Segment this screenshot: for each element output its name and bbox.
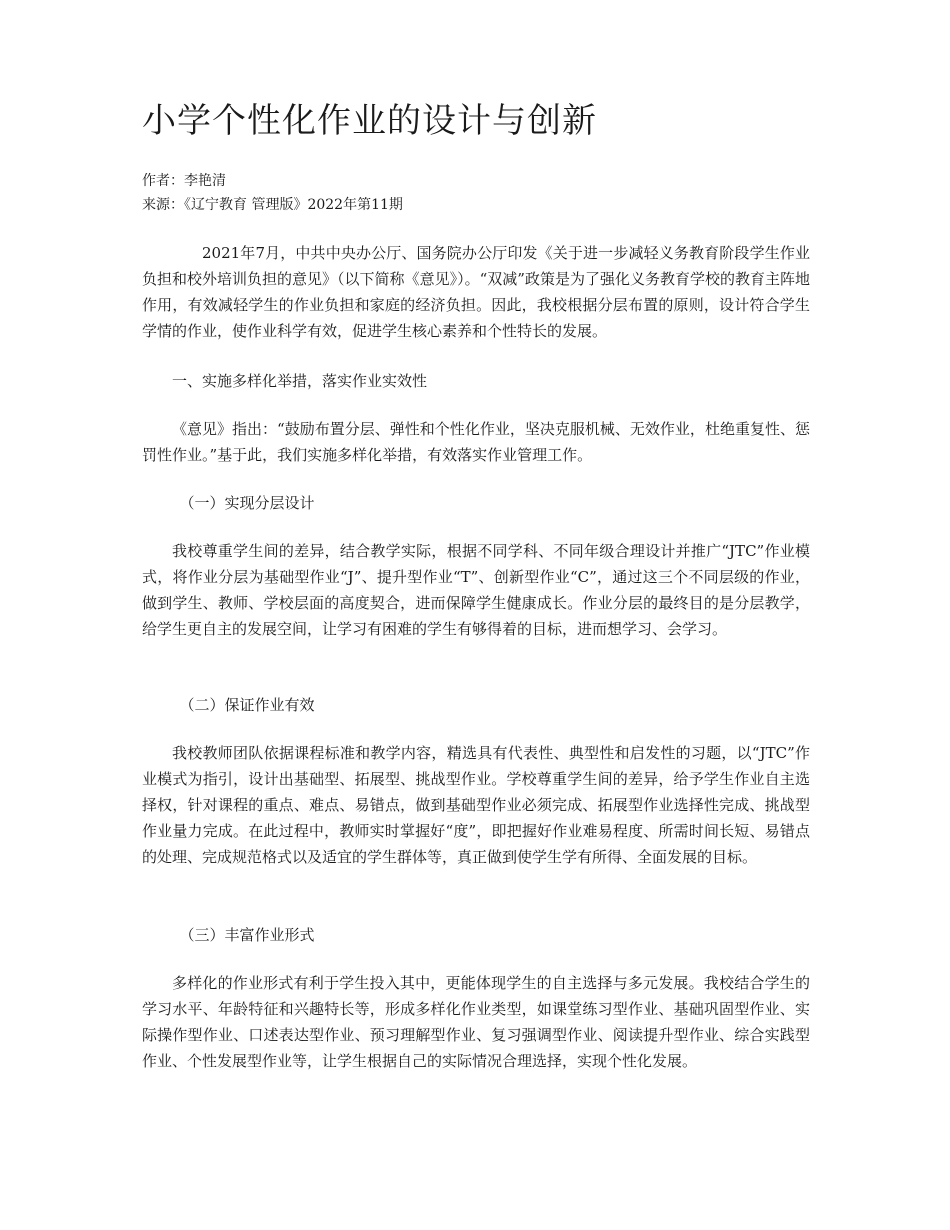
subsection-2-paragraph: 我校教师团队依据课程标准和教学内容，精选具有代表性、典型性和启发性的习题，以“JTC”作业模式为指引，设计出基础型、拓展型、挑战型作业。学校尊重学生间的差异，给予学生作业自主选择权，针对课程的重点、难点、易错点，做到基础型作业必须完成、拓展型作业选择性完成、挑战型作业量力完成。在此过程中，教师实时掌握好“度”，即把握好作业难易程度、所需时间长短、易错点的处理、完成规范格式以及适宜的学生群体等，真正做到使学生学有所得、全面发展的目标。 <box>142 744 810 866</box>
author-line: 作者：李艳清 <box>142 173 226 189</box>
subsection-heading-2: （二）保证作业有效 <box>179 696 315 714</box>
subsection-heading-1: （一）实现分层设计 <box>179 494 315 512</box>
section-heading-1: 一、实施多样化举措，落实作业实效性 <box>172 372 428 390</box>
subsection-3-paragraph: 多样化的作业形式有利于学生投入其中，更能体现学生的自主选择与多元发展。我校结合学生的学习水平、年龄特征和兴趣特长等，形成多样化作业类型，如课堂练习型作业、基础巩固型作业、实际操作型作业、口述表达型作业、预习理解型作业、复习强调型作业、阅读提升型作业、综合实践型作业、个性发展型作业等，让学生根据自己的实际情况合理选择，实现个性化发展。 <box>142 974 810 1070</box>
section-1-paragraph: 《意见》指出：“鼓励布置分层、弹性和个性化作业，坚决克服机械、无效作业，杜绝重复性、惩罚性作业。”基于此，我们实施多样化举措，有效落实作业管理工作。 <box>142 420 810 464</box>
intro-paragraph: 2021年7月，中共中央办公厅、国务院办公厅印发《关于进一步减轻义务教育阶段学生作业负担和校外培训负担的意见》（以下简称《意见》）。“双减”政策是为了强化义务教育学校的教育主阵地作用，有效减轻学生的作业负担和家庭的经济负担。因此，我校根据分层布置的原则，设计符合学生学情的作业，使作业科学有效，促进学生核心素养和个性特长的发展。 <box>142 244 810 340</box>
subsection-heading-3: （三）丰富作业形式 <box>179 926 315 944</box>
source-line: 来源：《辽宁教育 管理版》2022年第11期 <box>142 197 403 213</box>
subsection-1-paragraph: 我校尊重学生间的差异，结合教学实际，根据不同学科、不同年级合理设计并推广“JTC”作业模式，将作业分层为基础型作业“J”、提升型作业“T”、创新型作业“C”，通过这三个不同层级的作业，做到学生、教师、学校层面的高度契合，进而保障学生健康成长。作业分层的最终目的是分层教学，给学生更自主的发展空间，让学习有困难的学生有够得着的目标，进而想学习、会学习。 <box>142 542 810 638</box>
article-title: 小学个性化作业的设计与创新 <box>142 101 597 141</box>
